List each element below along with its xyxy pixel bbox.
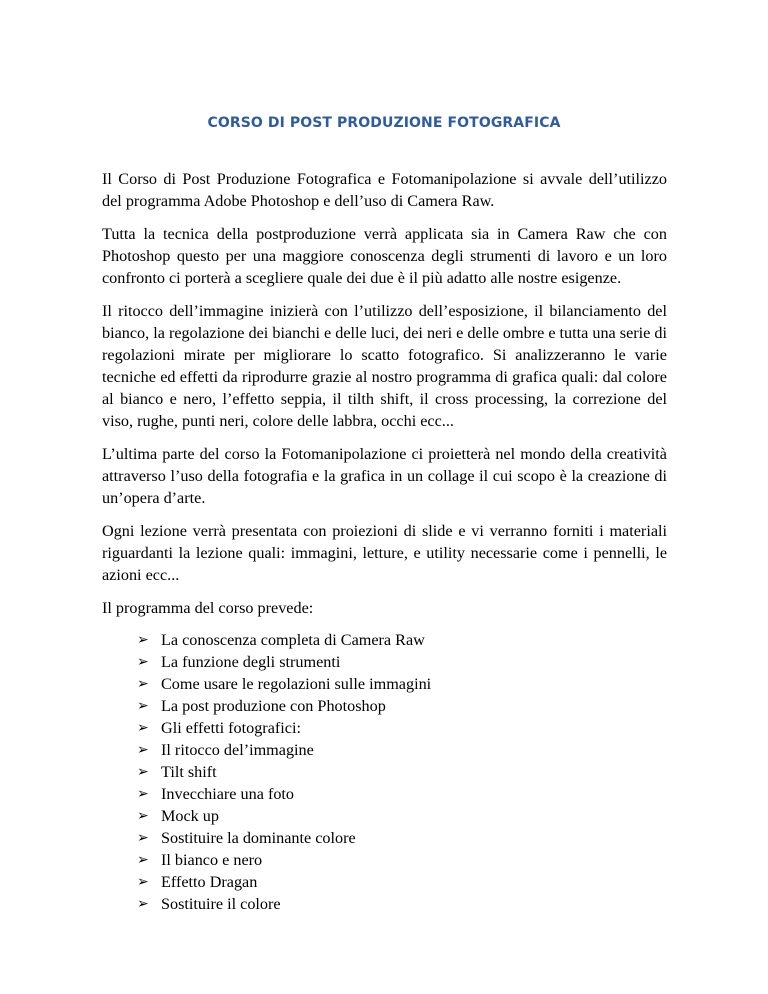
program-item-text: Mock up [161, 807, 219, 825]
program-list-item [137, 827, 667, 849]
document-body [102, 168, 667, 915]
arrow-bullet-icon: ➢ [137, 676, 149, 692]
program-item-text: Sostituire il colore [161, 895, 281, 913]
program-item-text: Effetto Dragan [161, 873, 258, 891]
program-list-item [137, 629, 667, 651]
program-list-item [137, 651, 667, 673]
program-list-item [137, 849, 667, 871]
program-item-text: Sostituire la dominante colore [161, 829, 356, 847]
program-list-item [137, 717, 667, 739]
program-item-text: Tilt shift [161, 763, 217, 781]
arrow-bullet-icon: ➢ [137, 830, 149, 846]
arrow-bullet-icon: ➢ [137, 742, 149, 758]
program-list-item [137, 871, 667, 893]
program-list-item [137, 739, 667, 761]
arrow-bullet-icon: ➢ [137, 852, 149, 868]
arrow-bullet-icon: ➢ [137, 698, 149, 714]
program-item-text: Il ritocco del’immagine [161, 741, 314, 759]
arrow-bullet-icon: ➢ [137, 764, 149, 780]
program-item-text: Come usare le regolazioni sulle immagini [161, 675, 432, 693]
arrow-bullet-icon: ➢ [137, 654, 149, 670]
arrow-bullet-icon: ➢ [137, 720, 149, 736]
arrow-bullet-icon: ➢ [137, 786, 149, 802]
program-item-text: La funzione degli strumenti [161, 653, 341, 671]
program-item-text: La post produzione con Photoshop [161, 697, 386, 715]
program-list-item [137, 783, 667, 805]
paragraph: Tutta la tecnica della postproduzione verrà applicata sia in Camera Raw che con Photoshop questo per una maggiore conoscenza degli strumenti di lavoro e un loro confronto ci porterà a scegliere quale dei due è il più adatto alle nostre esigenze. [102, 225, 667, 287]
arrow-bullet-icon: ➢ [137, 874, 149, 890]
program-item-text: Invecchiare una foto [161, 785, 295, 803]
arrow-bullet-icon: ➢ [137, 632, 149, 648]
program-list-item [137, 805, 667, 827]
paragraph: L’ultima parte del corso la Fotomanipolazione ci proietterà nel mondo della creatività attraverso l’uso della fotografia e la grafica in un collage il cui scopo è la creazione di un’opera d’arte. [102, 445, 667, 507]
paragraph: Ogni lezione verrà presentata con proiezioni di slide e vi verranno forniti i materiali riguardanti la lezione quali: immagini, letture, e utility necessarie come i pennelli, le azioni ecc... [102, 522, 667, 584]
arrow-bullet-icon: ➢ [137, 896, 149, 912]
program-item-text: Il bianco e nero [161, 851, 263, 869]
program-item-text: Gli effetti fotografici: [161, 719, 301, 737]
paragraph: Il Corso di Post Produzione Fotografica e Fotomanipolazione si avvale dell’utilizzo del programma Adobe Photoshop e dell’uso di Camera Raw. [102, 170, 667, 210]
program-intro: Il programma del corso prevede: [102, 599, 314, 617]
program-list-item [137, 695, 667, 717]
program-list-item [137, 761, 667, 783]
program-list [102, 629, 667, 915]
document-title: CORSO DI POST PRODUZIONE FOTOGRAFICA [207, 115, 561, 131]
program-item-text: La conoscenza completa di Camera Raw [161, 631, 425, 649]
paragraph: Il ritocco dell’immagine inizierà con l’utilizzo dell’esposizione, il bilanciamento del bianco, la regolazione dei bianchi e delle luci, dei neri e delle ombre e tutta una serie di regolazioni mirate per migliorare lo scatto fotografico. Si analizzeranno le varie tecniche ed effetti da riprodurre grazie al nostro programma di grafica quali: dal colore al bianco e nero, l’effetto seppia, il tilth shift, il cross processing, la correzione del viso, rughe, punti neri, colore delle labbra, occhi ecc... [102, 302, 667, 430]
program-list-item [137, 673, 667, 695]
arrow-bullet-icon: ➢ [137, 808, 149, 824]
program-list-item [137, 893, 667, 915]
